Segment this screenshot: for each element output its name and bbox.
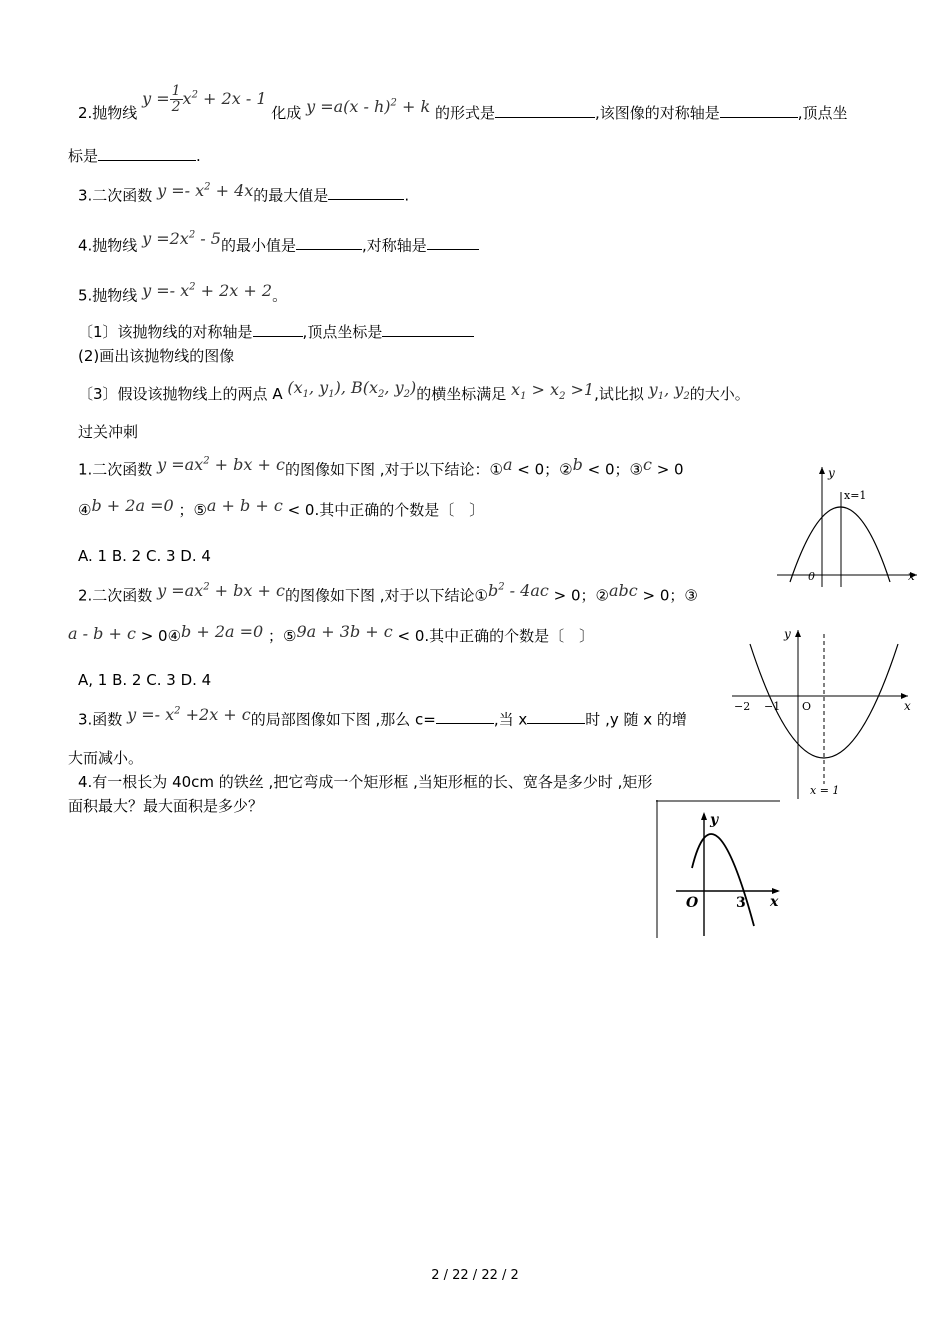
q4-blank-min[interactable]: [296, 235, 362, 250]
q5-part3-text: 〔3〕假设该抛物线上的两点 A: [78, 385, 283, 403]
q4-blank-axis[interactable]: [427, 235, 479, 250]
q5-formula: $y =- x^2 + 2x + 2$: [142, 281, 273, 301]
page-footer: 2 / 22 / 22 / 2: [431, 1268, 519, 1283]
fig2-minus1-label: −1: [764, 700, 781, 713]
figure-2-parabola: [730, 624, 920, 804]
q5-points: ($x_1$, $y_1$), $B(x_2$, $y_2$): [287, 378, 417, 401]
c2-l2a: > 0④: [140, 627, 182, 645]
q5-part3-text3: ,试比拟: [594, 385, 644, 403]
c2-l2b: ；⑤: [268, 627, 297, 645]
fig1-x-label: x: [908, 569, 915, 583]
q2-text-vertex-end: 标是: [68, 147, 99, 165]
c1-l2c: < 0.其中正确的个数是〔 〕: [287, 501, 485, 519]
fig2-x-label: x: [904, 699, 911, 713]
q5-part3-text2: 的横坐标满足: [416, 385, 507, 403]
q2-mid: 化成: [271, 104, 302, 122]
q5-part1-text: 〔1〕该抛物线的对称轴是: [78, 323, 253, 341]
q5-blank-vertex[interactable]: [382, 322, 474, 337]
q2-blank-form[interactable]: [495, 103, 595, 118]
q5-part2: [78, 346, 234, 366]
q4-line: [78, 229, 479, 255]
q2-text-axis: ,该图像的对称轴是: [595, 104, 720, 122]
c2-s1: > 0；②: [553, 586, 609, 605]
fig3-x-label: x: [770, 894, 779, 910]
c3-prefix: 3.函数: [78, 710, 123, 729]
fig2-minus2-label: −2: [734, 700, 751, 713]
c2-expr2: abc: [608, 581, 638, 601]
c2-expr3: a - b + c: [68, 624, 136, 643]
c1-line2: [78, 496, 485, 520]
q2-text-vertex: ,顶点坐: [797, 104, 848, 122]
q3-end: .: [404, 186, 410, 205]
q5-prefix: 5.抛物线: [78, 286, 138, 305]
q4-formula: $y =2x^2 - 5$: [142, 229, 221, 249]
q2-blank-vertex[interactable]: [98, 146, 196, 161]
c2-expr4: b + 2a =0: [181, 622, 264, 641]
q5-blank-axis[interactable]: [253, 322, 303, 337]
fig3-y-label: y: [710, 812, 719, 828]
fig2-origin-label: O: [802, 700, 812, 713]
c1-post: 的图像如下图 ,对于以下结论：①: [284, 460, 503, 479]
c2-s2: > 0；③: [642, 586, 698, 605]
q2-line1: [78, 83, 848, 129]
c1-line1: [78, 456, 684, 479]
c1-l2a: ④: [78, 501, 92, 519]
c1-s2: < 0；③: [587, 460, 643, 479]
fig1-y-label: y: [828, 466, 835, 480]
q3-post: 的最大值是: [253, 186, 329, 205]
c3-t2: ,当 x: [493, 710, 528, 729]
figure-1-parabola: [772, 462, 922, 592]
q5-part1: [78, 322, 474, 342]
c3-post: 的局部图像如下图 ,那么 c=: [250, 710, 436, 729]
fig2-axis-label: x = 1: [810, 784, 840, 797]
q3-line: [78, 182, 409, 205]
figure-3-parabola: [656, 800, 781, 940]
fig2-y-label: y: [784, 627, 791, 641]
q2-line2: [68, 146, 201, 166]
fig1-axis-label: x=1: [844, 489, 867, 502]
q5-part3-text4: 的大小。: [689, 385, 750, 403]
fig3-origin-label: O: [686, 895, 699, 911]
q4-post: 的最小值是: [220, 236, 296, 255]
q5-line: [78, 282, 287, 305]
q5-part1-text2: ,顶点坐标是: [302, 323, 383, 341]
c1-s3: > 0: [656, 460, 684, 479]
c1-l2b: ；⑤: [178, 501, 207, 519]
q5-condition: $x_1 > x_2 >1$: [511, 380, 595, 403]
q3-formula: $y =- x^2 + 4x$: [157, 181, 254, 201]
c1-c: c: [642, 455, 652, 475]
c1-a: a: [502, 455, 513, 475]
c3-line1: [78, 706, 687, 729]
c2-line1: [78, 582, 698, 605]
c3-blank-c[interactable]: [436, 709, 494, 724]
q2-end: .: [196, 147, 201, 165]
c3-line2: 大而减小。: [68, 749, 144, 767]
fig1-origin-label: 0: [808, 570, 815, 583]
c2-line2: [68, 622, 595, 646]
c1-formula: $y =ax^2$ + bx + c: [157, 455, 285, 475]
c2-expr5: 9a + 3b + c: [296, 622, 393, 641]
section-title: 过关冲刺: [78, 423, 139, 441]
c1-options: A. 1 B. 2 C. 3 D. 4: [78, 547, 211, 565]
q4-prefix: 4.抛物线: [78, 236, 138, 255]
c1-s1: < 0；②: [517, 460, 573, 479]
c2-l2c: < 0.其中正确的个数是〔 〕: [397, 627, 595, 645]
c4-line2: 面积最大？最大面积是多少？: [68, 797, 264, 815]
q3-prefix: 3.二次函数: [78, 186, 153, 205]
q2-formula-vertex: y =a(x - h)$^2$ + k: [306, 97, 431, 116]
q4-text-axis: ,对称轴是: [361, 236, 427, 255]
q2-blank-axis[interactable]: [720, 103, 798, 118]
q3-blank-max[interactable]: [328, 185, 404, 200]
c2-expr1: $b^2 - 4ac$: [487, 581, 549, 601]
c1-expr4: b + 2a =0: [91, 496, 174, 515]
c4-line1: 4.有一根长为 40cm 的铁丝 ,把它弯成一个矩形框 ,当矩形框的长、宽各是多少时 ,矩形: [78, 773, 653, 791]
fig3-three-label: 3: [736, 895, 746, 911]
q5-part2-text: (2)画出该抛物线的图像: [78, 347, 235, 365]
c2-options: A, 1 B. 2 C. 3 D. 4: [78, 671, 212, 689]
c2-formula: $y =ax^2$ + bx + c: [157, 581, 285, 601]
c1-expr5: a + b + c: [206, 496, 283, 515]
c3-formula: $y =- x^2 +2x + c$: [127, 705, 251, 725]
c2-prefix: 2.二次函数: [78, 586, 153, 605]
q5-y-values: $y_1$, $y_2$: [648, 380, 690, 403]
q2-prefix: 2.抛物线: [78, 104, 138, 122]
c3-t3: 时 ,y 随 x 的增: [585, 710, 687, 729]
q5-end: 。: [272, 286, 288, 305]
q2-formula-standard: y = $\frac{1}{2}$ $x^2 + 2x - 1$: [142, 83, 267, 115]
c2-post: 的图像如下图 ,对于以下结论①: [284, 586, 488, 605]
c1-prefix: 1.二次函数: [78, 460, 153, 479]
c1-b: b: [572, 455, 583, 475]
q2-post: 的形式是: [434, 104, 495, 122]
c3-blank-x[interactable]: [527, 709, 585, 724]
q5-part3: [78, 378, 750, 411]
